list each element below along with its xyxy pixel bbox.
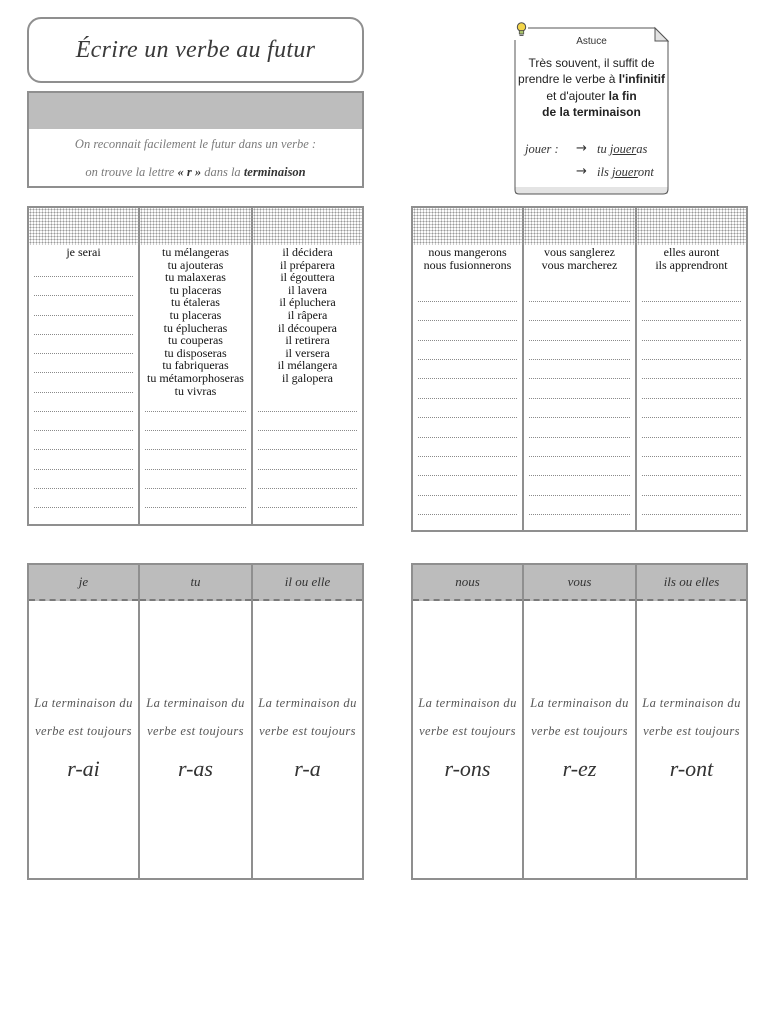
verb-entry: elles auront: [663, 245, 720, 259]
example-infinitive: jouer :: [525, 142, 559, 156]
dotted-header-band: [413, 208, 522, 245]
writing-line: [529, 302, 630, 321]
verb-entry: il découpera: [278, 320, 337, 335]
verb-entry: il retirera: [285, 333, 330, 348]
intro-text: on trouve la lettre: [85, 165, 175, 179]
writing-line: [529, 438, 630, 457]
writing-line: [529, 457, 630, 476]
rule-column-je: [29, 565, 140, 878]
writing-line: [529, 496, 630, 515]
tip-emphasis: l'infinitif: [618, 72, 665, 87]
tip-text: [515, 55, 668, 120]
writing-line: [642, 457, 741, 476]
writing-line: [34, 277, 133, 296]
writing-line: [34, 450, 133, 469]
verb-entry: tu étaleras: [171, 295, 220, 310]
writing-line: [642, 321, 741, 340]
tip-line-2: [515, 71, 668, 87]
writing-line: [642, 476, 741, 495]
page-title: Écrire un verbe au futur: [75, 36, 316, 63]
writing-line: [418, 496, 517, 515]
rule-text-line-1: La terminaison du: [146, 696, 245, 710]
writing-line: [418, 457, 517, 476]
writing-line: [642, 283, 741, 302]
verb-list: [637, 246, 746, 272]
exercise-column-vous: [524, 208, 637, 530]
writing-line: [258, 470, 357, 489]
writing-line: [258, 489, 357, 508]
writing-line: [418, 476, 517, 495]
writing-line: [34, 489, 133, 508]
rule-column-il-ou-elle: [253, 565, 362, 878]
tip-text-segment: et d'ajouter: [546, 88, 606, 103]
writing-lines: [529, 283, 630, 515]
intro-line-2: [29, 165, 362, 180]
writing-line: [418, 341, 517, 360]
exercise-column-il: [253, 208, 362, 524]
writing-line: [529, 321, 630, 340]
verb-entry: il versera: [285, 345, 330, 360]
writing-line: [258, 412, 357, 431]
rule-ending: r-ons: [444, 756, 491, 781]
rule-text-line-2: verbe est toujours: [147, 724, 244, 738]
intro-text: dans la: [204, 165, 241, 179]
verb-entry: nous fusionnerons: [423, 258, 512, 272]
rule-ending: r-ai: [67, 756, 100, 781]
dotted-header-band: [637, 208, 746, 245]
verb-entry: il égouttera: [280, 270, 335, 285]
rule-ending: r-ont: [669, 756, 714, 781]
verb-entry: tu mélangeras: [162, 245, 229, 259]
writing-line: [529, 360, 630, 379]
writing-line: [529, 476, 630, 495]
verb-entry: tu éplucheras: [163, 320, 228, 335]
rule-text-line-1: La terminaison du: [258, 696, 357, 710]
rule-text-line-2: verbe est toujours: [643, 724, 740, 738]
writing-line: [145, 489, 246, 508]
writing-line: [418, 321, 517, 340]
verb-entry: ils apprendront: [655, 258, 728, 272]
writing-line: [34, 258, 133, 277]
verb-entry: tu fabriqueras: [162, 358, 229, 373]
writing-line: [34, 296, 133, 315]
example-ending: as: [636, 142, 648, 156]
verb-entry: tu placeras: [169, 282, 222, 297]
verb-entry: tu ajouteras: [167, 257, 224, 272]
writing-line: [258, 450, 357, 469]
exercise-column-tu: [140, 208, 253, 524]
rules-table-singular: [27, 563, 364, 880]
writing-line: [418, 399, 517, 418]
verb-entry: il lavera: [288, 282, 327, 297]
intro-box: [27, 91, 364, 188]
writing-line: [642, 302, 741, 321]
writing-line: [642, 341, 741, 360]
writing-line: [145, 470, 246, 489]
writing-line: [529, 283, 630, 302]
example-pronoun: tu: [597, 142, 607, 156]
example-result-2: [597, 164, 654, 180]
example-stem: jouer: [611, 165, 638, 179]
writing-lines: [418, 283, 517, 515]
writing-line: [418, 302, 517, 321]
writing-lines: [258, 393, 357, 509]
verb-entry: vous sanglerez: [544, 245, 615, 259]
rule-column-tu: [140, 565, 253, 878]
rule-text-line-1: La terminaison du: [34, 696, 133, 710]
verb-entry: tu placeras: [169, 307, 222, 322]
verb-list: [140, 246, 251, 397]
writing-line: [642, 496, 741, 515]
exercise-column-je: [29, 208, 140, 524]
dotted-header-band: [524, 208, 635, 245]
rule-header-pronoun: je: [29, 565, 138, 601]
writing-line: [642, 360, 741, 379]
verb-entry: tu métamorphoseras: [147, 370, 244, 385]
intro-header-band: [29, 93, 362, 129]
verb-entry: je serai: [66, 245, 101, 259]
writing-line: [34, 431, 133, 450]
verb-list: [524, 246, 635, 272]
writing-line: [145, 431, 246, 450]
example-stem: jouer: [609, 142, 637, 156]
arrow-right-icon: →: [576, 141, 587, 156]
tip-text-segment: prendre le verbe à: [518, 72, 616, 87]
verb-list: [413, 246, 522, 272]
rule-text-line-1: La terminaison du: [530, 696, 629, 710]
example-pronoun: ils: [597, 165, 609, 179]
verb-entry: vous marcherez: [541, 258, 618, 272]
dotted-header-band: [253, 208, 362, 245]
dotted-header-band: [140, 208, 251, 245]
verb-entry: il galopera: [282, 370, 333, 385]
rule-text-line-2: verbe est toujours: [259, 724, 356, 738]
writing-line: [642, 438, 741, 457]
writing-line: [529, 341, 630, 360]
writing-line: [145, 412, 246, 431]
example-result-1: [597, 141, 647, 157]
tip-emphasis: de la terminaison: [542, 104, 641, 119]
rule-ending: r-as: [177, 756, 213, 781]
writing-line: [642, 418, 741, 437]
writing-line: [418, 283, 517, 302]
rule-ending: r-a: [294, 756, 321, 781]
exercise-table-singular: [27, 206, 364, 526]
writing-lines: [145, 393, 246, 509]
title-box: [27, 17, 364, 83]
intro-line-1: On reconnait facilement le futur dans un verbe :: [74, 137, 317, 151]
rule-text-line-1: La terminaison du: [418, 696, 517, 710]
example-ending: ont: [637, 165, 654, 179]
dotted-header-band: [29, 208, 138, 245]
writing-line: [258, 393, 357, 412]
writing-line: [145, 450, 246, 469]
writing-line: [418, 418, 517, 437]
rule-column-vous: [524, 565, 637, 878]
exercise-column-ils: [637, 208, 746, 530]
rule-column-nous: [413, 565, 524, 878]
rule-header-pronoun: vous: [524, 565, 635, 601]
writing-line: [529, 399, 630, 418]
writing-line: [418, 379, 517, 398]
verb-entry: tu disposeras: [164, 345, 227, 360]
tip-line-4: [515, 104, 668, 120]
rule-text-line-2: verbe est toujours: [35, 724, 132, 738]
letter-r: « r »: [177, 165, 202, 179]
writing-line: [642, 399, 741, 418]
writing-line: [529, 418, 630, 437]
rule-header-pronoun: il ou elle: [253, 565, 362, 601]
writing-line: [145, 393, 246, 412]
exercise-table-plural: [411, 206, 748, 532]
tip-line-1: Très souvent, il suffit de: [528, 56, 655, 70]
rule-header-pronoun: nous: [413, 565, 522, 601]
exercise-column-nous: [413, 208, 524, 530]
verb-entry: nous mangerons: [428, 245, 507, 259]
writing-lines: [642, 283, 741, 515]
rule-column-ils-ou-elles: [637, 565, 746, 878]
keyword-terminaison: terminaison: [243, 165, 306, 179]
writing-lines: [34, 258, 133, 508]
writing-line: [34, 470, 133, 489]
rule-ending: r-ez: [562, 756, 597, 781]
arrow-right-icon: →: [576, 164, 587, 179]
rules-table-plural: [411, 563, 748, 880]
tip-title: Astuce: [576, 36, 607, 47]
writing-line: [418, 438, 517, 457]
verb-entry: il mélangera: [277, 358, 338, 373]
verb-entry: tu malaxeras: [165, 270, 226, 285]
rule-text-line-2: verbe est toujours: [419, 724, 516, 738]
writing-line: [34, 393, 133, 412]
rule-text-line-1: La terminaison du: [642, 696, 741, 710]
tip-line-3: [515, 88, 668, 104]
verb-list: [29, 246, 138, 259]
rule-header-pronoun: ils ou elles: [637, 565, 746, 601]
verb-list: [253, 246, 362, 385]
verb-entry: il râpera: [287, 307, 328, 322]
rule-header-pronoun: tu: [140, 565, 251, 601]
writing-line: [418, 360, 517, 379]
rule-text-line-2: verbe est toujours: [531, 724, 628, 738]
writing-line: [34, 316, 133, 335]
verb-entry: tu couperas: [168, 333, 223, 348]
writing-line: [642, 379, 741, 398]
verb-entry: il décidera: [282, 245, 333, 259]
writing-line: [529, 379, 630, 398]
writing-line: [34, 373, 133, 392]
writing-line: [34, 412, 133, 431]
writing-line: [34, 354, 133, 373]
tip-emphasis: la fin: [608, 88, 637, 103]
writing-line: [258, 431, 357, 450]
verb-entry: il épluchera: [279, 295, 336, 310]
verb-entry: il préparera: [280, 257, 335, 272]
verb-entry: tu vivras: [174, 383, 217, 398]
writing-line: [34, 335, 133, 354]
